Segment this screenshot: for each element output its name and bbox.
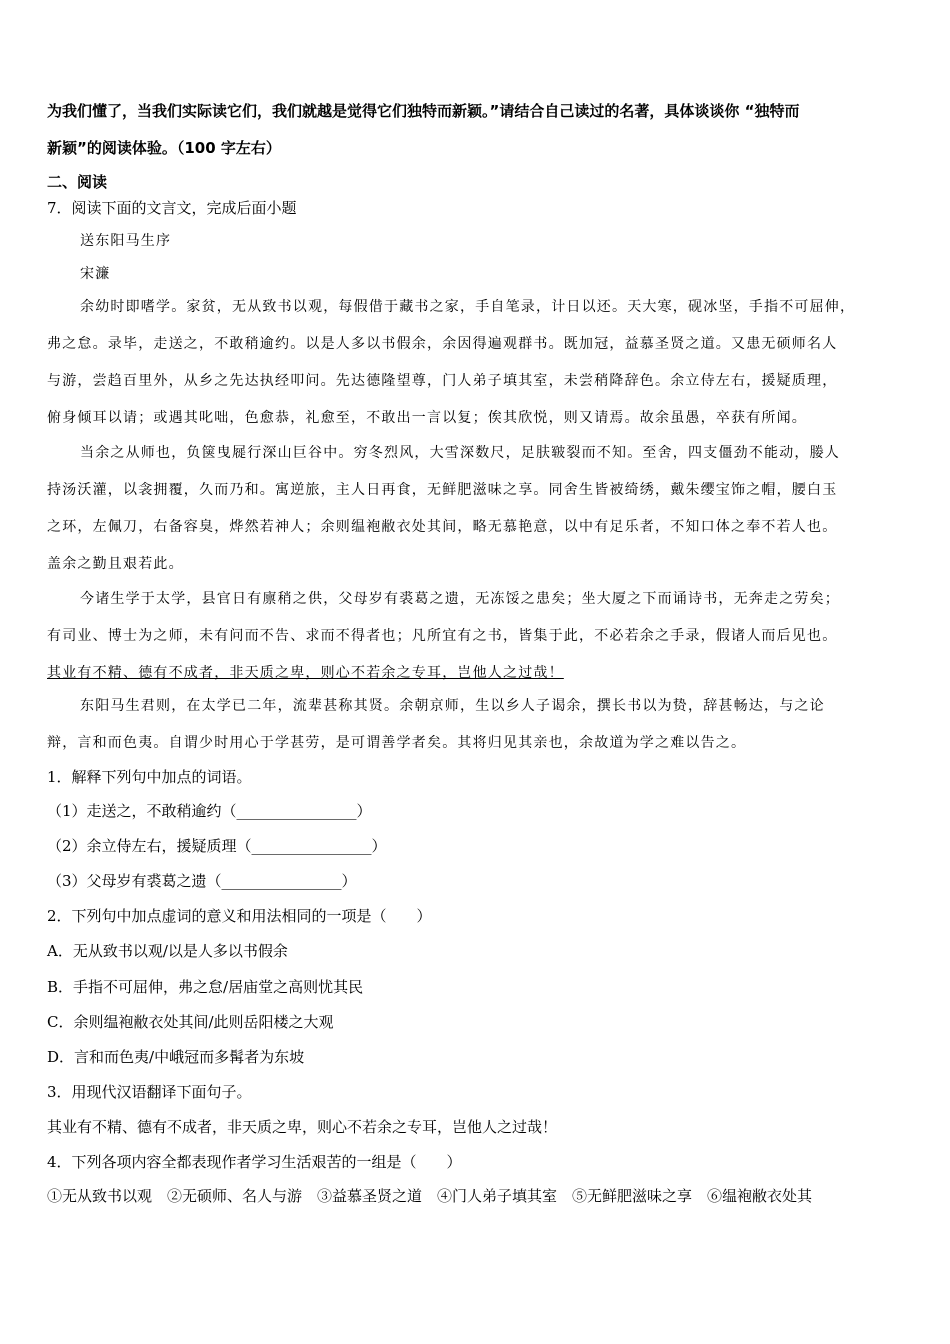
passage-line: 俯身倾耳以请；或遇其叱咄，色愈恭，礼愈至，不敢出一言以复；俟其欣悦，则又请焉。故余虽愚，卒获有所闻。 <box>47 410 807 426</box>
question-1-item-3[interactable]: （3）父母岁有裘葛之遗（________________） <box>47 872 357 890</box>
passage-line: 当余之从师也，负箧曳屣行深山巨谷中。穷冬烈风，大雪深数尺，足肤皲裂而不知。至舍，四支僵劲不能动，媵人 <box>80 445 840 461</box>
passage-line: 余幼时即嗜学。家贫，无从致书以观，每假借于藏书之家，手自笔录，计日以还。天大寒，砚冰坚，手指不可屈伸， <box>80 299 856 315</box>
question-4: 4．下列各项内容全都表现作者学习生活艰苦的一组是（ ） <box>47 1153 462 1171</box>
question-6-tail-line-1: 为我们懂了，当我们实际读它们，我们就越是觉得它们独特而新颖。”请结合自己读过的名著，具体谈谈你 “独特而 <box>47 102 800 120</box>
question-2-option-c[interactable]: C．余则缊袍敝衣处其间/此则岳阳楼之大观 <box>47 1013 334 1031</box>
passage-title: 送东阳马生序 <box>80 233 172 249</box>
question-3-sentence: 其业有不精、德有不成者，非天质之卑，则心不若余之专耳，岂他人之过哉！ <box>47 1118 558 1136</box>
passage-line: 辩，言和而色夷。自谓少时用心于学甚劳，是可谓善学者矣。其将归见其亲也，余故道为学之难以告之。 <box>47 735 747 751</box>
question-2-option-b[interactable]: B．手指不可屈伸，弗之怠/居庙堂之高则忧其民 <box>47 978 364 996</box>
question-2-option-a[interactable]: A．无从致书以观/以是人多以书假余 <box>47 942 288 960</box>
passage-line: 有司业、博士为之师，未有问而不告、求而不得者也；凡所宜有之书，皆集于此，不必若余之手录，假诸人而后见也。 <box>47 628 838 644</box>
section-title: 二、阅读 <box>47 173 108 191</box>
question-2: 2．下列句中加点虚词的意义和用法相同的一项是（ ） <box>47 907 432 925</box>
passage-line: 与游，尝趋百里外，从乡之先达执经叩问。先达德隆望尊，门人弟子填其室，未尝稍降辞色。余立侍左右，援疑质理， <box>47 373 838 389</box>
question-3: 3．用现代汉语翻译下面句子。 <box>47 1083 252 1101</box>
passage-underlined-sentence: 其业有不精、德有不成者，非天质之卑，则心不若余之专耳，岂他人之过哉！ <box>47 665 564 681</box>
passage-line: 今诸生学于太学，县官日有廪稍之供，父母岁有裘葛之遗，无冻馁之患矣；坐大厦之下而诵诗书，无奔走之劳矣； <box>80 591 840 607</box>
question-2-option-d[interactable]: D．言和而色夷/中峨冠而多髯者为东坡 <box>47 1048 305 1066</box>
passage-author: 宋濂 <box>80 266 111 282</box>
question-7-intro: 7．阅读下面的文言文，完成后面小题 <box>47 199 297 217</box>
question-1-item-2[interactable]: （2）余立侍左右，援疑质理（________________） <box>47 837 387 855</box>
question-4-options: ①无从致书以观 ②无硕师、名人与游 ③益慕圣贤之道 ④门人弟子填其室 ⑤无鲜肥滋味之享 ⑥缊袍敝衣处其 <box>47 1187 813 1205</box>
passage-line: 盖余之勤且艰若此。 <box>47 556 184 572</box>
passage-line: 持汤沃灌，以衾拥覆，久而乃和。寓逆旅，主人日再食，无鲜肥滋味之享。同舍生皆被绮绣，戴朱缨宝饰之帽，腰白玉 <box>47 482 838 498</box>
passage-line: 东阳马生君则，在太学已二年，流辈甚称其贤。余朝京师，生以乡人子谒余，撰长书以为贽，辞甚畅达，与之论 <box>80 698 825 714</box>
passage-line: 弗之怠。录毕，走送之，不敢稍逾约。以是人多以书假余，余因得遍观群书。既加冠，益慕圣贤之道。又患无硕师名人 <box>47 336 838 352</box>
passage-line: 之环，左佩刀，右备容臭，烨然若神人；余则缊袍敝衣处其间，略无慕艳意，以中有足乐者，不知口体之奉不若人也。 <box>47 519 838 535</box>
question-6-tail-line-2: 新颖”的阅读体验。（100 字左右） <box>47 139 281 157</box>
question-1-item-1[interactable]: （1）走送之，不敢稍逾约（________________） <box>47 802 372 820</box>
question-1: 1．解释下列句中加点的词语。 <box>47 768 252 786</box>
